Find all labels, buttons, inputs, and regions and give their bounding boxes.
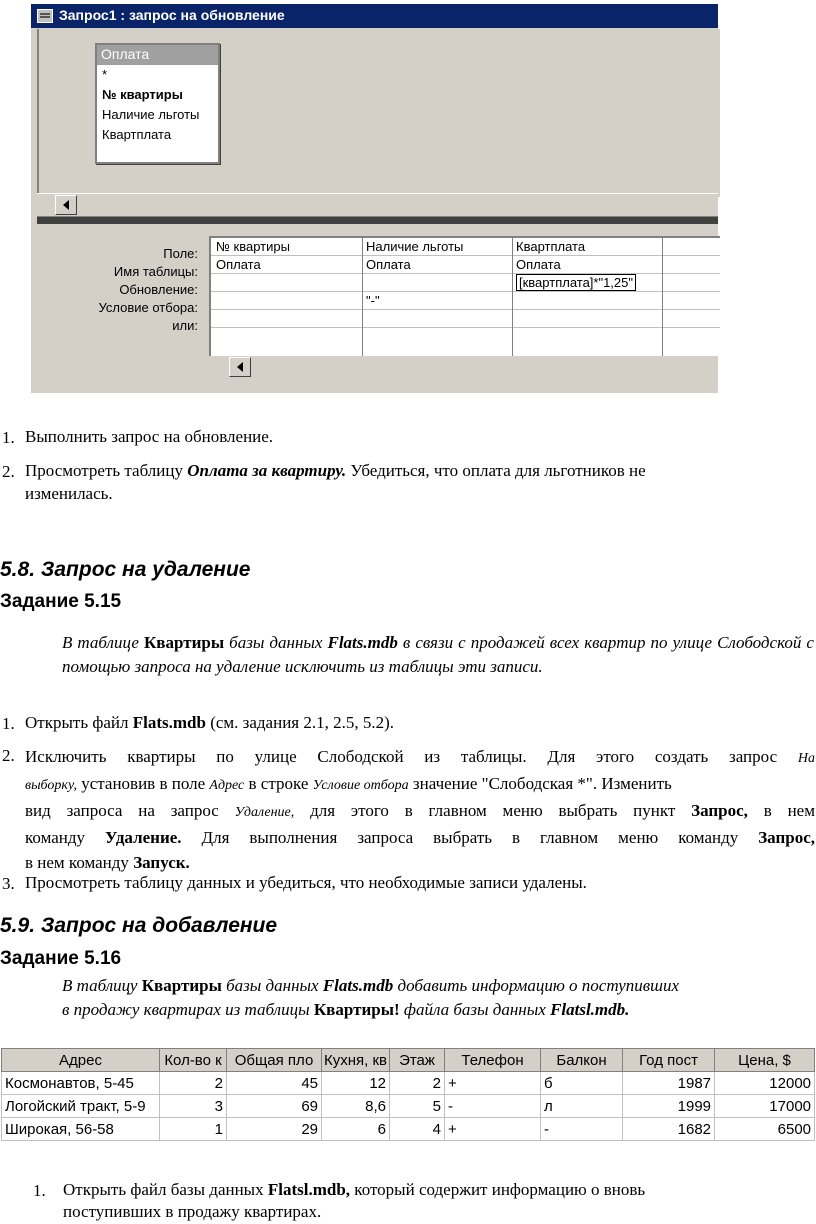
grid-cell-field[interactable]: Квартплата: [516, 239, 586, 254]
column-header[interactable]: Адрес: [2, 1049, 160, 1072]
scroll-left-icon[interactable]: [229, 357, 251, 377]
row-label-or: или:: [172, 318, 198, 333]
table-cell[interactable]: 1682: [623, 1118, 715, 1141]
table-cell[interactable]: 1987: [623, 1072, 715, 1095]
column-header[interactable]: Кухня, кв: [322, 1049, 390, 1072]
column-header[interactable]: Год пост: [623, 1049, 715, 1072]
grid-cell-table[interactable]: Оплата: [366, 257, 411, 272]
task-heading: Задание 5.15: [0, 591, 122, 612]
table-cell[interactable]: 69: [227, 1095, 322, 1118]
table-cell[interactable]: 2: [390, 1072, 445, 1095]
table-cell[interactable]: л: [541, 1095, 623, 1118]
column-header[interactable]: Телефон: [445, 1049, 541, 1072]
section-heading: 5.9. Запрос на добавление: [0, 914, 278, 937]
table-cell[interactable]: -: [541, 1118, 623, 1141]
grid-cell-update[interactable]: [квартплата]*"1,25": [516, 274, 636, 291]
design-grid-pane: [37, 224, 718, 393]
list-number: 2.: [2, 746, 15, 765]
table-cell[interactable]: +: [445, 1072, 541, 1095]
list-item-text: Открыть файл Flats.mdb (см. задания 2.1, 2.5, 5.2).: [25, 713, 395, 732]
table-cell[interactable]: 5: [390, 1095, 445, 1118]
table-cell[interactable]: Космонавтов, 5-45: [2, 1072, 160, 1095]
table-cell[interactable]: 17000: [715, 1095, 815, 1118]
table-cell[interactable]: 4: [390, 1118, 445, 1141]
table-cell[interactable]: 3: [160, 1095, 227, 1118]
table-cell[interactable]: 1999: [623, 1095, 715, 1118]
list-number: 3.: [2, 874, 15, 893]
table-row[interactable]: [2, 1118, 815, 1141]
window-titlebar[interactable]: [31, 4, 718, 28]
row-label-field: Поле:: [163, 246, 198, 261]
list-item-text: Выполнить запрос на обновление.: [25, 427, 274, 446]
field-list-title: Оплата: [97, 45, 218, 65]
table-cell[interactable]: Широкая, 56-58: [2, 1118, 160, 1141]
field-list-item[interactable]: Наличие льготы: [102, 107, 200, 122]
flats-data-table: [1, 1048, 816, 1144]
column-header[interactable]: Балкон: [541, 1049, 623, 1072]
row-label-criteria: Условие отбора:: [98, 300, 198, 315]
upper-scrollbar[interactable]: [37, 193, 718, 216]
table-cell[interactable]: 2: [160, 1072, 227, 1095]
table-cell[interactable]: 1: [160, 1118, 227, 1141]
table-row[interactable]: [2, 1072, 815, 1095]
table-cell[interactable]: 6500: [715, 1118, 815, 1141]
field-list-item[interactable]: № квартиры: [102, 87, 183, 102]
window-title: Запрос1 : запрос на обновление: [59, 7, 285, 23]
field-list-box[interactable]: [95, 43, 220, 164]
table-pane: [37, 29, 720, 197]
query-icon: [37, 9, 53, 23]
grid-cell-field[interactable]: № квартиры: [216, 239, 290, 254]
table-cell[interactable]: 12000: [715, 1072, 815, 1095]
list-number: 2.: [2, 462, 15, 481]
table-cell[interactable]: 6: [322, 1118, 390, 1141]
task-description: В таблицу Квартиры базы данных Flats.mdb добавить информацию о поступивших в продажу квартирах из таблицы Квартиры! файла базы данных Flatsl.mdb.: [62, 976, 680, 1019]
list-item-text: Просмотреть таблицу Оплата за квартиру. Убедиться, что оплата для льготников не: [25, 461, 646, 480]
column-header[interactable]: Кол-во к: [160, 1049, 227, 1072]
list-item-text: поступивших в продажу квартирах.: [63, 1202, 322, 1221]
scroll-left-icon[interactable]: [55, 195, 77, 215]
row-label-update: Обновление:: [119, 282, 198, 297]
list-item-text: изменилась.: [25, 484, 113, 503]
column-header[interactable]: Этаж: [390, 1049, 445, 1072]
list-item-text: Исключить квартиры по улице Слободской из таблицы. Для этого создать запрос На выборку, установив в поле Адрес в строке Условие отбора значение "Слободская *". Изменить вид запроса на запрос Удаление, для этого в главном меню выбрать пункт Запрос, в нем команду Удаление. Для выполнения запроса выбрать в главном меню команду Запрос, в нем команду Запуск.: [25, 747, 815, 872]
row-label-table: Имя таблицы:: [113, 264, 198, 279]
table-cell[interactable]: -: [445, 1095, 541, 1118]
field-list-item[interactable]: *: [102, 67, 108, 82]
grid-cell-field[interactable]: Наличие льготы: [366, 239, 464, 254]
column-header[interactable]: Общая пло: [227, 1049, 322, 1072]
query-window: [31, 4, 718, 393]
table-cell[interactable]: 45: [227, 1072, 322, 1095]
list-number: 1.: [2, 428, 15, 447]
section-heading: 5.8. Запрос на удаление: [0, 558, 251, 581]
grid-cell-criteria[interactable]: "-": [366, 293, 380, 308]
task-description: В таблице Квартиры базы данных Flats.mdb в связи с продажей всех квартир по улице Слободской с помощью запроса на удаление исключить из таблицы эти записи.: [62, 633, 814, 676]
list-item-text: Открыть файл базы данных Flatsl.mdb, который содержит информацию о вновь: [63, 1180, 646, 1199]
grid-scrollbar[interactable]: [209, 356, 718, 378]
grid-cell-table[interactable]: Оплата: [216, 257, 261, 272]
task-heading: Задание 5.16: [0, 948, 122, 969]
pane-splitter[interactable]: [37, 216, 718, 224]
list-number: 1.: [33, 1181, 46, 1200]
query-design-grid[interactable]: [209, 236, 720, 358]
table-cell[interactable]: б: [541, 1072, 623, 1095]
table-cell[interactable]: 12: [322, 1072, 390, 1095]
table-row[interactable]: [2, 1095, 815, 1118]
table-cell[interactable]: +: [445, 1118, 541, 1141]
list-number: 1.: [2, 714, 15, 733]
table-cell[interactable]: 29: [227, 1118, 322, 1141]
table-cell[interactable]: 8,6: [322, 1095, 390, 1118]
table-cell[interactable]: Логойский тракт, 5-9: [2, 1095, 160, 1118]
column-header[interactable]: Цена, $: [715, 1049, 815, 1072]
field-list-item[interactable]: Квартплата: [102, 127, 172, 142]
grid-cell-table[interactable]: Оплата: [516, 257, 561, 272]
list-item-text: Просмотреть таблицу данных и убедиться, что необходимые записи удалены.: [25, 873, 587, 892]
